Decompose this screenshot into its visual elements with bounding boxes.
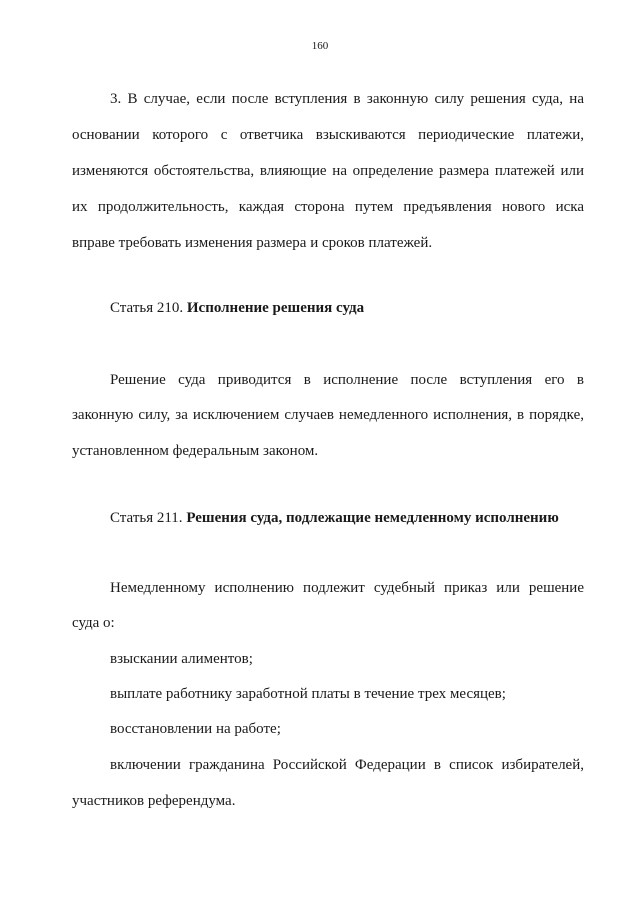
paragraph-line: Решение суда приводится в исполнение после вступления его в xyxy=(110,372,584,388)
paragraph-line: 3. В случае, если после вступления в законную силу решения суда, на xyxy=(110,91,584,107)
article-label: Статья 211. xyxy=(110,510,183,526)
list-item-continuation: участников референдума. xyxy=(72,793,236,809)
paragraph-line: суда о: xyxy=(72,615,115,631)
article-title: Исполнение решения суда xyxy=(186,300,365,316)
paragraph-line: вправе требовать изменения размера и сроков платежей. xyxy=(72,235,433,251)
article-label: Статья 210. xyxy=(110,300,184,316)
paragraph-line: законную силу, за исключением случаев немедленного исполнения, в порядке, xyxy=(72,407,584,423)
article-heading xyxy=(110,509,559,527)
article-heading xyxy=(110,299,364,317)
paragraph-line: установленном федеральным законом. xyxy=(72,443,319,459)
paragraph-line: их продолжительность, каждая сторона путем предъявления нового иска xyxy=(72,199,584,215)
list-item: выплате работнику заработной платы в течение трех месяцев; xyxy=(110,686,506,702)
list-item: взыскании алиментов; xyxy=(110,651,253,667)
paragraph-line: Немедленному исполнению подлежит судебный приказ или решение xyxy=(110,580,584,596)
article-title: Решения суда, подлежащие немедленному исполнению xyxy=(186,510,559,526)
list-item: включении гражданина Российской Федерации в список избирателей, xyxy=(110,757,584,773)
page-number: 160 xyxy=(311,40,329,52)
paragraph-line: изменяются обстоятельства, влияющие на определение размера платежей или xyxy=(72,163,584,179)
list-item: восстановлении на работе; xyxy=(110,721,281,737)
paragraph-line: основании которого с ответчика взыскиваются периодические платежи, xyxy=(72,127,584,143)
